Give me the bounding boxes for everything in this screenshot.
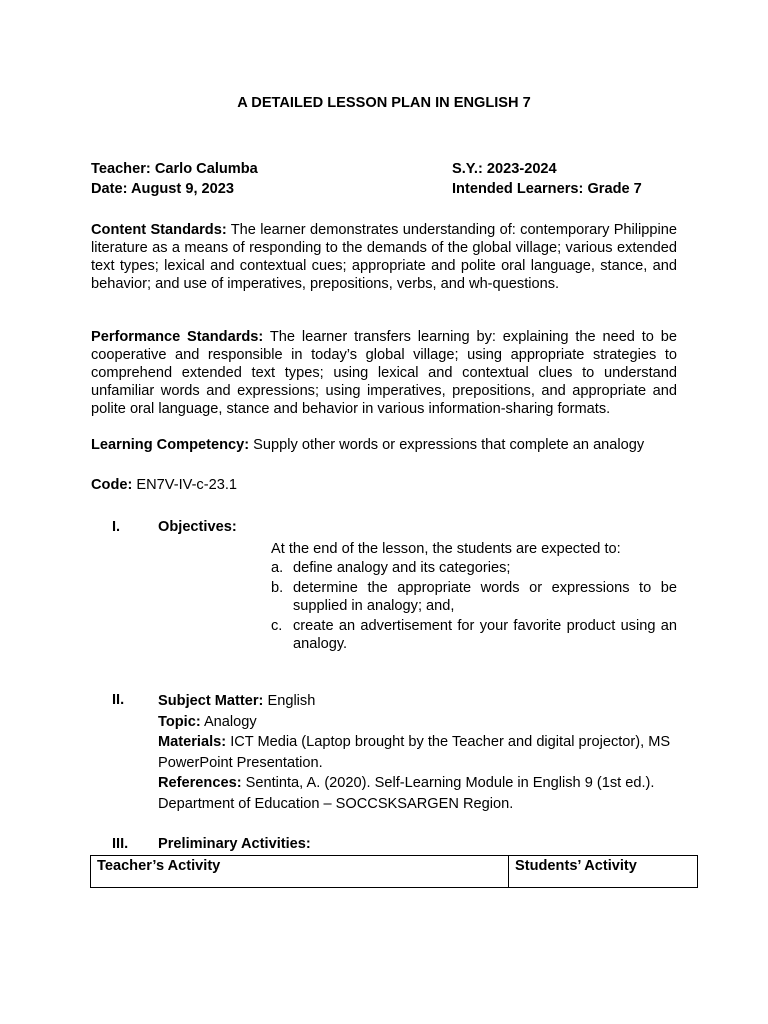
document-title: A DETAILED LESSON PLAN IN ENGLISH 7 <box>237 95 531 111</box>
content-standards-text: The learner demonstrates understanding of: contemporary Philippine literature as a means of responding to the demands of the global village; various extended text types; lexical and contextual cues; appropriate and polite oral language, stance, and behavior; and use of imperatives, prepositions, verbs, and wh-questions. <box>91 222 677 292</box>
subject-matter-numeral: II. <box>112 692 125 708</box>
subject-matter-heading: Subject Matter: <box>158 693 264 709</box>
activity-table-header-row <box>91 856 698 888</box>
objective-marker: c. <box>271 618 283 634</box>
objective-item <box>271 617 677 653</box>
content-standards-label: Content Standards: <box>91 222 227 238</box>
materials-label: Materials: <box>158 734 227 751</box>
materials-line <box>158 732 678 773</box>
date-line <box>91 180 234 198</box>
students-activity-header: Students’ Activity <box>509 856 698 888</box>
objective-marker: a. <box>271 560 284 576</box>
learners-label: Intended Learners: <box>452 181 588 197</box>
preliminary-numeral: III. <box>112 836 129 852</box>
objective-item <box>271 559 677 577</box>
topic-value: Analogy <box>200 713 257 730</box>
references-line <box>158 773 678 814</box>
performance-standards-text: The learner transfers learning by: explaining the need to be cooperative and responsible in today’s global village; using appropriate strategies to comprehend extended text types; using lexical and contextual clues to understand unfamiliar words and expressions; using imperatives, prepositions, and appropriate and polite oral language, stance and behavior in various information-sharing formats. <box>91 329 677 417</box>
teacher-name: Carlo Calumba <box>154 161 258 177</box>
date-value: August 9, 2023 <box>131 181 235 197</box>
performance-standards-label: Performance Standards: <box>91 329 264 345</box>
learning-competency-text: Supply other words or expressions that complete an analogy <box>249 437 645 453</box>
objective-item <box>271 579 677 615</box>
school-year-value: 2023-2024 <box>486 161 557 177</box>
teacher-line <box>91 160 258 178</box>
learning-competency-line <box>91 436 644 454</box>
learners-value: Grade 7 <box>587 181 642 197</box>
teacher-label: Teacher: <box>91 161 155 177</box>
date-label: Date: <box>91 181 132 197</box>
preliminary-heading: Preliminary Activities: <box>158 836 311 852</box>
subject-matter-block <box>158 691 678 815</box>
references-label: References: <box>158 775 242 792</box>
code-label: Code: <box>91 477 133 493</box>
objectives-numeral: I. <box>112 519 121 535</box>
objectives-heading: Objectives: <box>158 519 237 535</box>
objectives-intro: At the end of the lesson, the students are expected to: <box>271 541 621 557</box>
objectives-list <box>271 559 677 653</box>
references-value: Sentinta, A. (2020). Self-Learning Module in English 9 (1st ed.). Department of Education – SOCCSKSARGEN Region. <box>158 775 655 812</box>
learners-line <box>452 180 642 198</box>
activity-table <box>90 855 698 888</box>
learning-competency-label: Learning Competency: <box>91 437 250 453</box>
objective-marker: b. <box>271 580 284 596</box>
teacher-activity-header: Teacher’s Activity <box>91 856 509 888</box>
topic-label: Topic: <box>158 713 201 730</box>
school-year-label: S.Y.: <box>452 161 487 177</box>
content-standards-paragraph <box>91 221 677 293</box>
objective-text: determine the appropriate words or expressions to be supplied in analogy; and, <box>293 580 677 614</box>
performance-standards-paragraph <box>91 328 677 418</box>
objective-text: create an advertisement for your favorite product using an analogy. <box>293 618 677 652</box>
code-value: EN7V-IV-c-23.1 <box>132 477 237 493</box>
materials-value: ICT Media (Laptop brought by the Teacher and digital projector), MS PowerPoint Presentation. <box>158 734 671 771</box>
school-year-line <box>452 160 557 178</box>
topic-line <box>158 712 678 733</box>
subject-matter-line <box>158 691 678 712</box>
code-line <box>91 476 237 494</box>
subject-matter-value: English <box>263 693 316 709</box>
objective-text: define analogy and its categories; <box>293 560 511 576</box>
